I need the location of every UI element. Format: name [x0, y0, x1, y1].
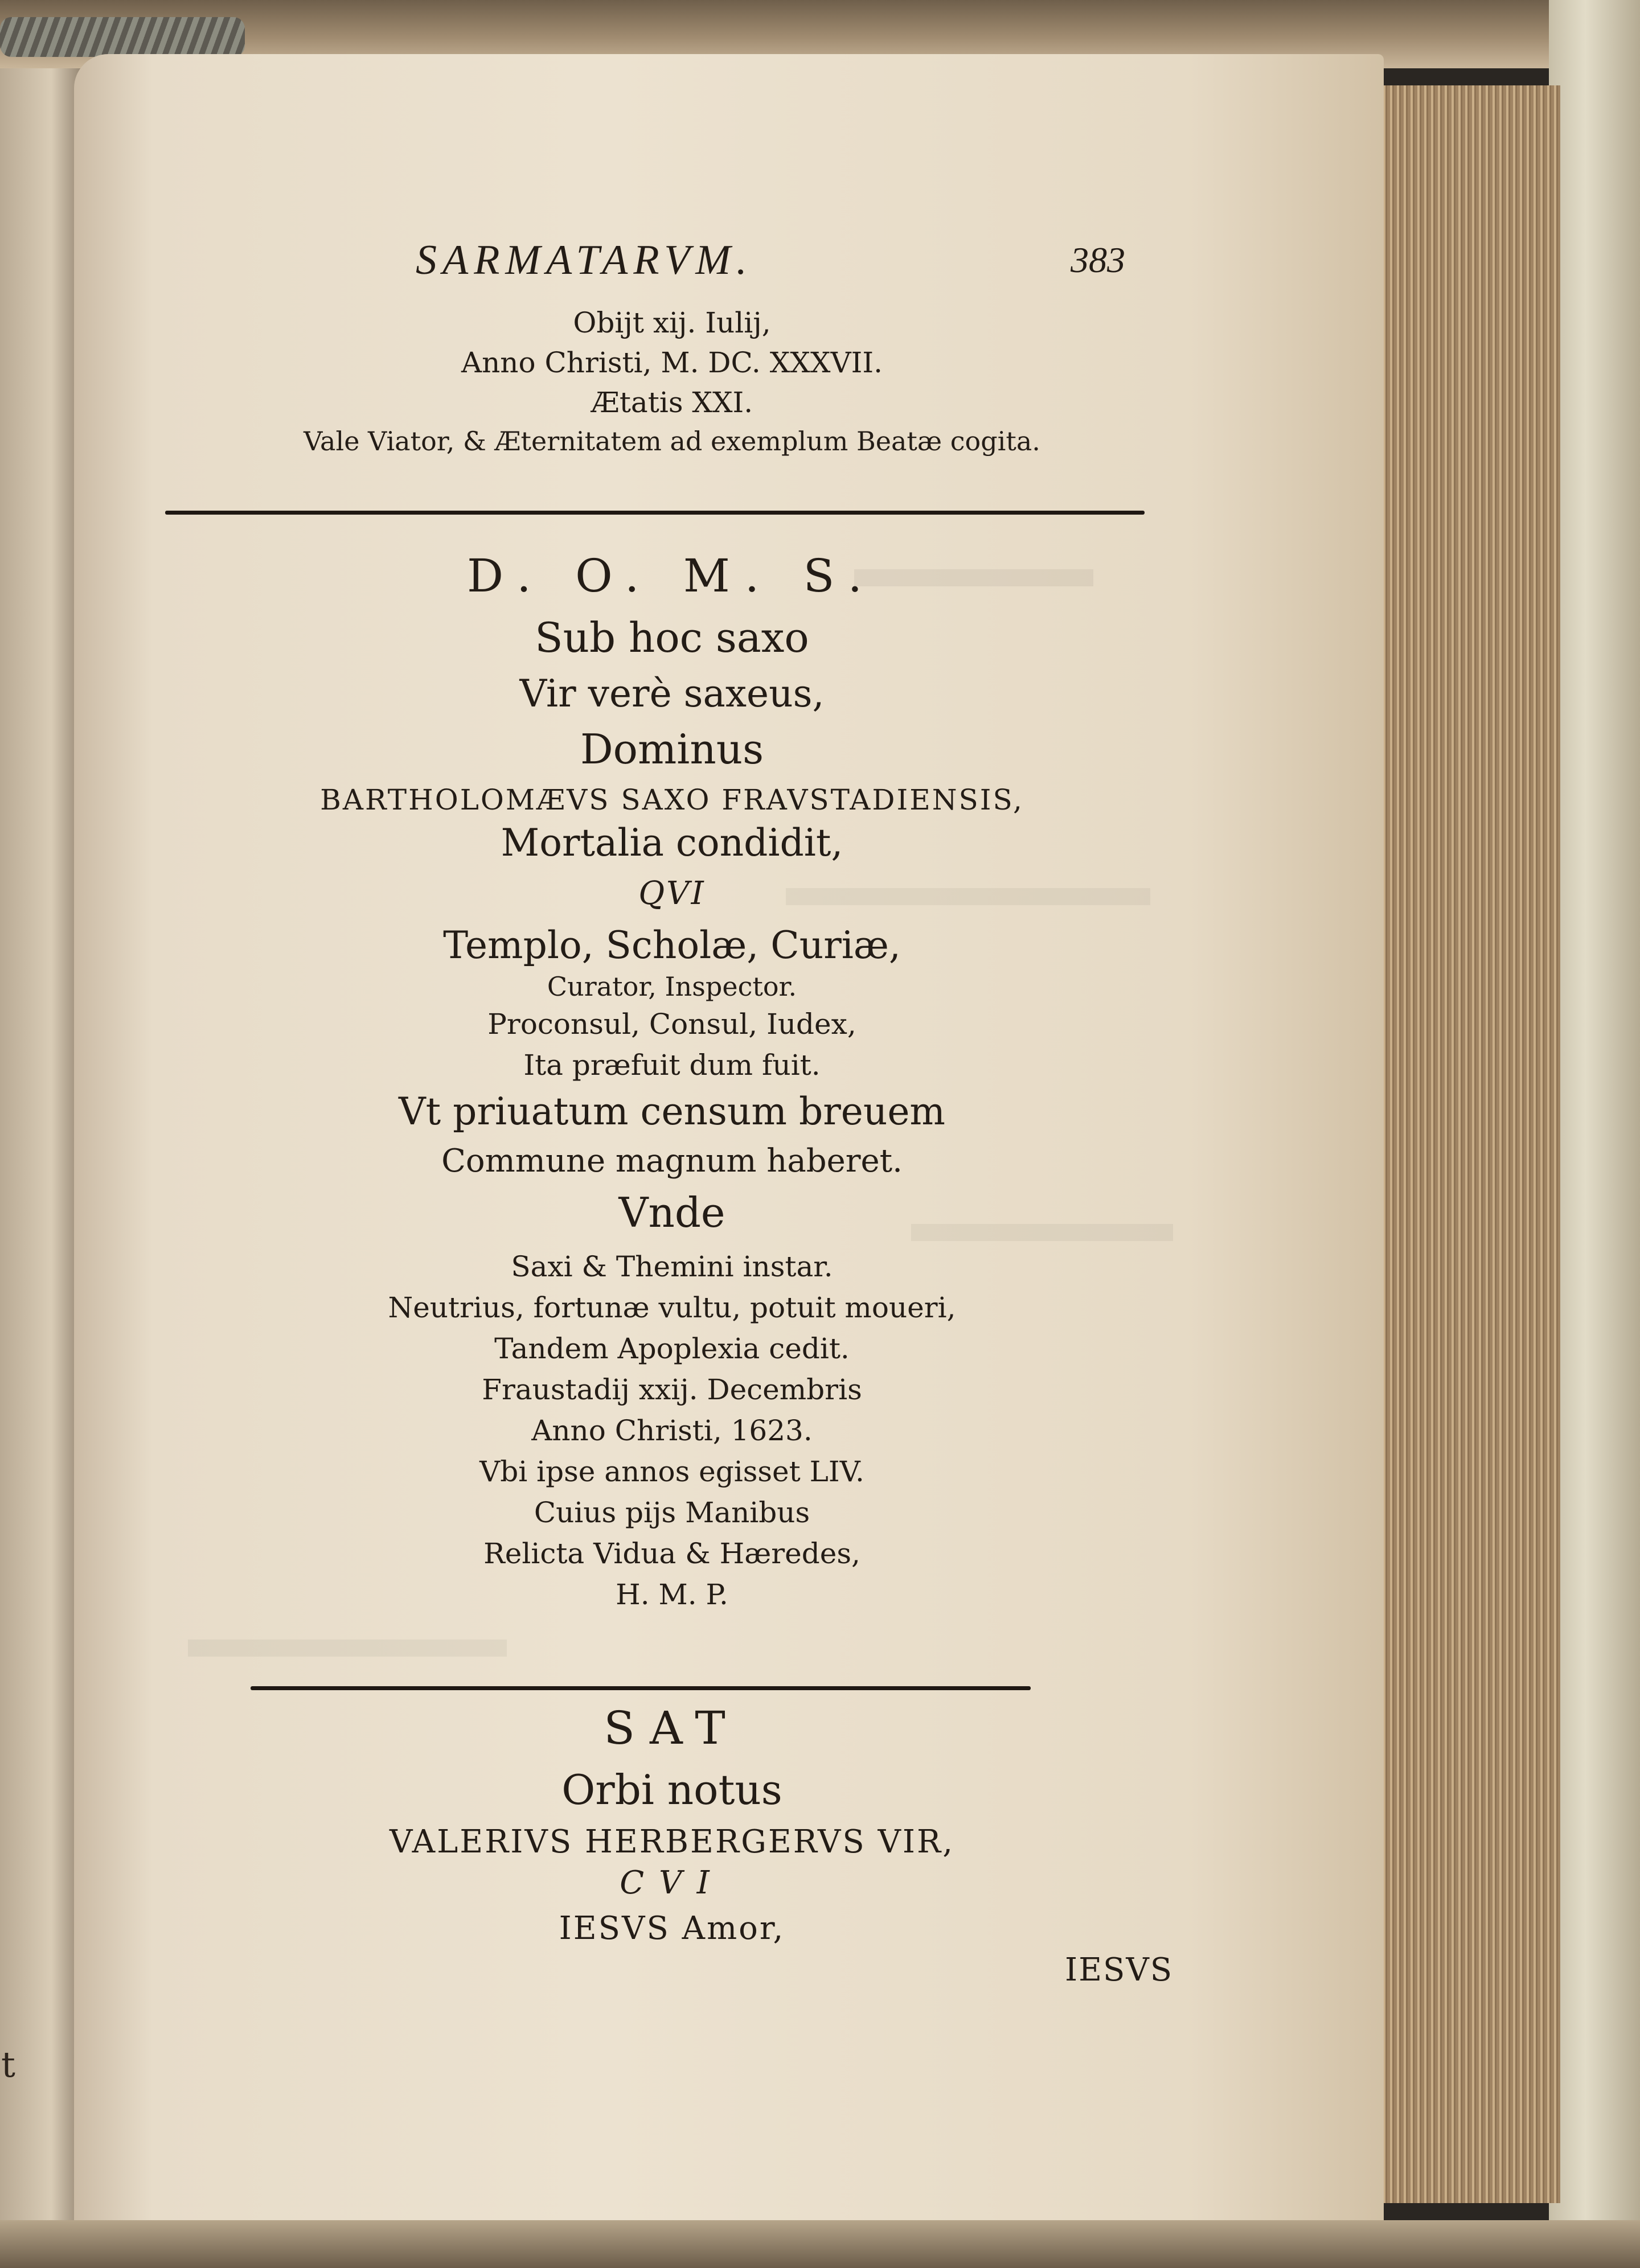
main-epitaph-line: Fraustadij xxij. Decembris — [482, 1373, 862, 1406]
third-epitaph-line: IESVS Amor, — [559, 1910, 785, 1947]
left-page-fragment: t — [1, 2044, 15, 2085]
main-epitaph-heading: D. O. M. S. — [466, 549, 878, 602]
main-epitaph-line: Vbi ipse annos egisset LIV. — [479, 1455, 864, 1488]
main-epitaph-line: H. M. P. — [616, 1578, 728, 1611]
main-epitaph-line: Vnde — [618, 1189, 725, 1236]
main-epitaph-line: Ita præfuit dum fuit. — [523, 1049, 821, 1082]
main-epitaph-line: BARTHOLOMÆVS SAXO FRAVSTADIENSIS, — [320, 783, 1024, 816]
main-epitaph-line: Curator, Inspector. — [547, 971, 797, 1002]
epitaph-line: Vale Viator, & Æternitatem ad exemplum Beatæ cogita. — [304, 426, 1040, 457]
main-epitaph-line: Dominus — [580, 725, 764, 773]
main-epitaph-line: Commune magnum haberet. — [441, 1143, 903, 1180]
main-epitaph-line: Anno Christi, 1623. — [531, 1414, 813, 1447]
third-epitaph-line: Orbi notus — [561, 1766, 782, 1814]
page-number: 383 — [1071, 240, 1125, 280]
epitaph-line: Anno Christi, M. DC. XXXVII. — [461, 346, 883, 379]
third-epitaph-line: VALERIVS HERBERGERVS VIR, — [389, 1823, 955, 1860]
running-head: SARMATARVM. — [416, 237, 753, 284]
book-bottom-edge — [0, 2220, 1640, 2268]
main-epitaph-line: Relicta Vidua & Hæredes, — [483, 1537, 860, 1570]
main-epitaph-line: Cuius pijs Manibus — [534, 1496, 810, 1529]
main-epitaph-line: Mortalia condidit, — [501, 821, 843, 865]
third-epitaph-line: SAT — [604, 1702, 740, 1755]
left-page-edge — [0, 68, 85, 2266]
main-epitaph-line: Neutrius, fortunæ vultu, potuit moueri, — [388, 1291, 956, 1324]
separator-rule — [251, 1686, 1031, 1690]
separator-rule — [165, 511, 1145, 515]
epitaph-line: Obijt xij. Iulij, — [573, 306, 771, 339]
epitaph-line: Ætatis XXI. — [591, 386, 753, 419]
book-cover-edge — [1549, 0, 1640, 2268]
main-epitaph-line: Tandem Apoplexia cedit. — [494, 1332, 850, 1365]
page-fore-edge — [1367, 85, 1560, 2203]
main-epitaph-line: Vt priuatum censum breuem — [399, 1090, 945, 1133]
show-through-mark — [188, 1640, 507, 1657]
third-epitaph-line: CVI — [620, 1864, 724, 1901]
main-epitaph-line: Sub hoc saxo — [535, 614, 809, 662]
main-epitaph-line: QVI — [638, 875, 706, 912]
main-epitaph-line: Proconsul, Consul, Iudex, — [487, 1008, 856, 1041]
main-epitaph-line: Vir verè saxeus, — [519, 672, 825, 716]
spine-headband — [0, 17, 245, 57]
main-epitaph-line: Templo, Scholæ, Curiæ, — [443, 923, 901, 967]
main-epitaph-line: Saxi & Themini instar. — [511, 1250, 833, 1283]
catchword: IESVS — [1065, 1951, 1174, 1988]
